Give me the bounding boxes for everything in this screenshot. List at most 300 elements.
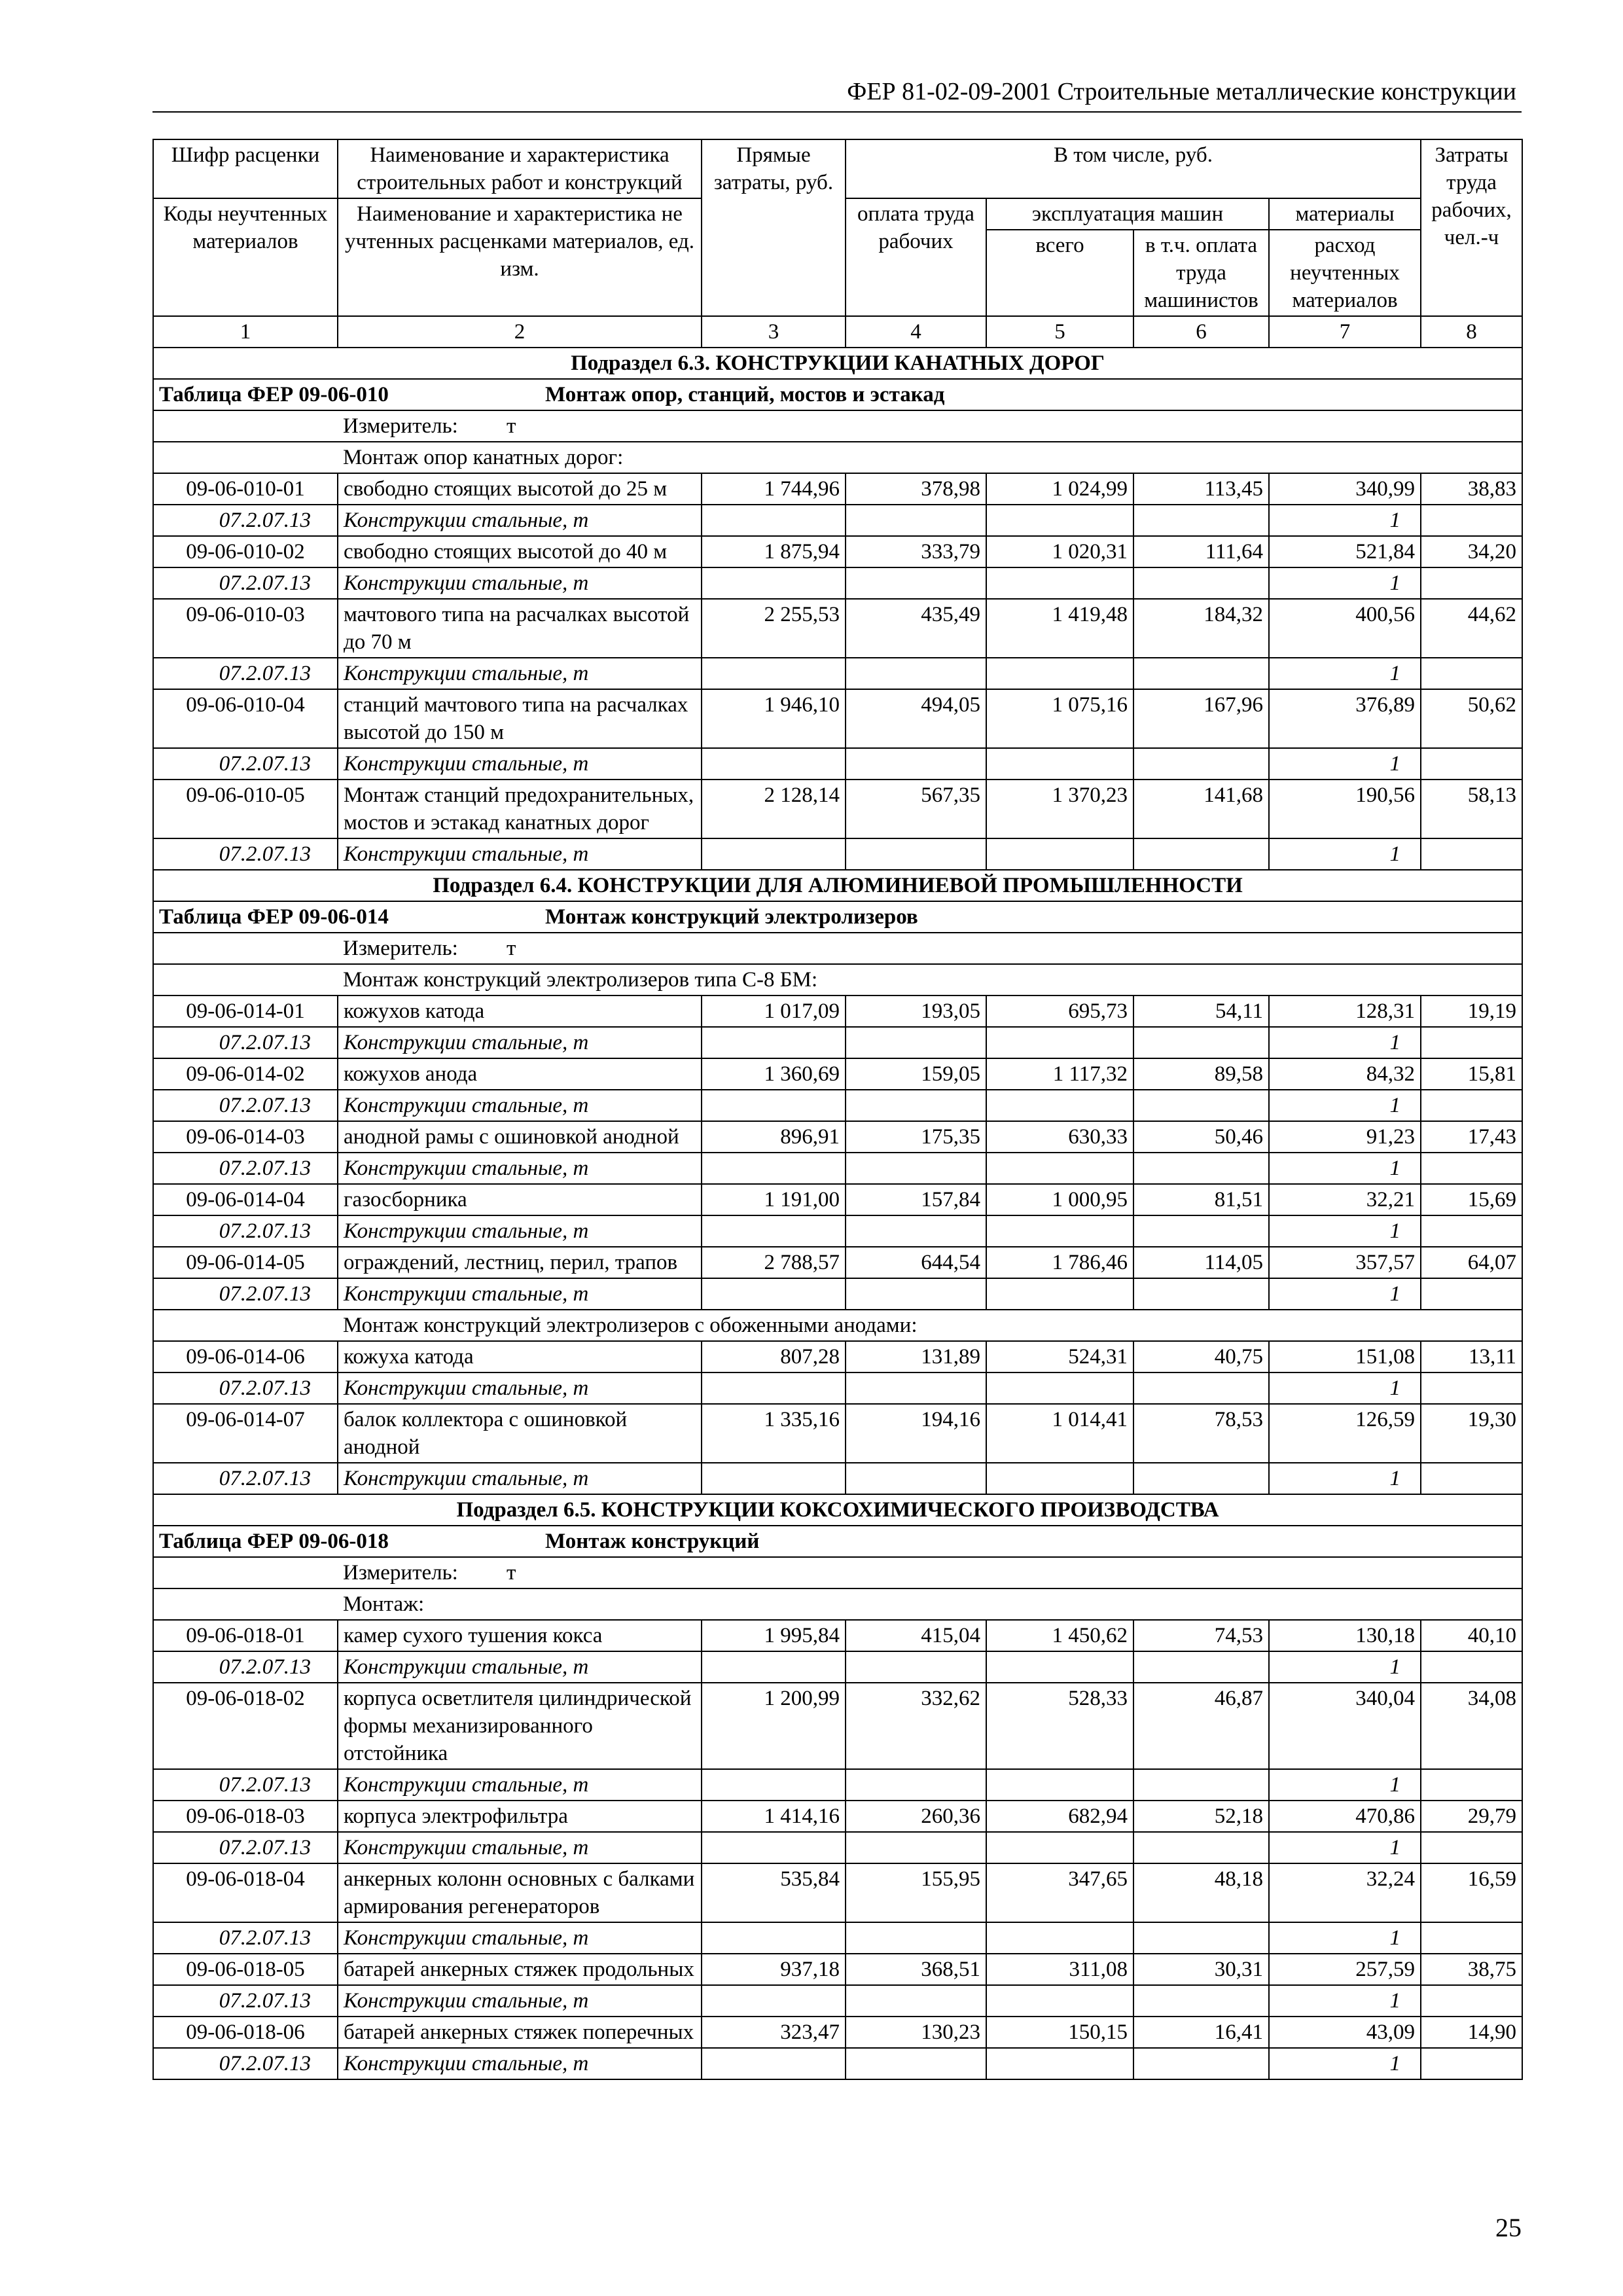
header-direct-costs: Прямые затраты, руб. bbox=[702, 139, 846, 316]
group-spacer bbox=[153, 442, 338, 473]
materials-cost: 43,09 bbox=[1269, 2017, 1421, 2048]
empty-cell bbox=[702, 2048, 846, 2079]
material-code: 07.2.07.13 bbox=[153, 505, 338, 536]
rate-code: 09-06-014-02 bbox=[153, 1058, 338, 1090]
empty-cell bbox=[702, 1985, 846, 2017]
rate-name: кожухов катода bbox=[338, 996, 702, 1027]
materials-cost: 126,59 bbox=[1269, 1404, 1421, 1463]
direct-costs: 1 191,00 bbox=[702, 1184, 846, 1215]
materials-cost: 257,59 bbox=[1269, 1954, 1421, 1985]
material-name: Конструкции стальные, т bbox=[338, 1463, 702, 1494]
empty-cell bbox=[1421, 1769, 1522, 1801]
column-numbers-row bbox=[153, 316, 1522, 348]
material-name: Конструкции стальные, т bbox=[338, 838, 702, 870]
materials-cost: 130,18 bbox=[1269, 1620, 1421, 1651]
header-labor-costs: Затраты труда рабочих, чел.-ч bbox=[1421, 139, 1522, 316]
empty-cell bbox=[1133, 1153, 1269, 1184]
empty-cell bbox=[1133, 1922, 1269, 1954]
empty-cell bbox=[1421, 1922, 1522, 1954]
rate-code: 09-06-010-05 bbox=[153, 780, 338, 838]
rate-name: батарей анкерных стяжек поперечных bbox=[338, 2017, 702, 2048]
empty-cell bbox=[1133, 1651, 1269, 1683]
header-labor-pay: оплата труда рабочих bbox=[846, 198, 986, 316]
material-quantity: 1 bbox=[1269, 1090, 1421, 1121]
meter-unit: т bbox=[507, 937, 516, 960]
header-material-names: Наименование и характеристика не учтенных расценками материалов, ед. изм. bbox=[338, 198, 702, 316]
direct-costs: 535,84 bbox=[702, 1863, 846, 1922]
labor-pay: 494,05 bbox=[846, 689, 986, 748]
direct-costs: 2 255,53 bbox=[702, 599, 846, 658]
rate-name: станций мачтового типа на расчалках высотой до 150 м bbox=[338, 689, 702, 748]
labor-pay: 333,79 bbox=[846, 536, 986, 567]
empty-cell bbox=[986, 1215, 1133, 1247]
rate-code: 09-06-014-01 bbox=[153, 996, 338, 1027]
machinist-pay: 111,64 bbox=[1133, 536, 1269, 567]
machines-total: 1 370,23 bbox=[986, 780, 1133, 838]
labor-hours: 34,08 bbox=[1421, 1683, 1522, 1769]
empty-cell bbox=[846, 1651, 986, 1683]
rate-row bbox=[153, 2017, 1522, 2048]
rate-name: корпуса осветлителя цилиндрической формы механизированного отстойника bbox=[338, 1683, 702, 1769]
empty-cell bbox=[1133, 1463, 1269, 1494]
empty-cell bbox=[702, 838, 846, 870]
empty-cell bbox=[1133, 505, 1269, 536]
rate-code: 09-06-018-05 bbox=[153, 1954, 338, 1985]
material-row bbox=[153, 1278, 1522, 1310]
material-row bbox=[153, 1215, 1522, 1247]
material-name: Конструкции стальные, т bbox=[338, 2048, 702, 2079]
material-row bbox=[153, 2048, 1522, 2079]
meter-label: Измеритель: bbox=[343, 414, 458, 438]
empty-cell bbox=[846, 1922, 986, 1954]
table-code: Таблица ФЕР 09-06-010 bbox=[159, 383, 389, 406]
material-quantity: 1 bbox=[1269, 1651, 1421, 1683]
empty-cell bbox=[1133, 1215, 1269, 1247]
direct-costs: 1 744,96 bbox=[702, 473, 846, 505]
rate-row bbox=[153, 689, 1522, 748]
table-title bbox=[153, 901, 1522, 933]
empty-cell bbox=[702, 1090, 846, 1121]
empty-cell bbox=[1421, 567, 1522, 599]
empty-cell bbox=[986, 1153, 1133, 1184]
material-row bbox=[153, 1090, 1522, 1121]
empty-cell bbox=[1133, 1832, 1269, 1863]
machines-total: 150,15 bbox=[986, 2017, 1133, 2048]
machinist-pay: 40,75 bbox=[1133, 1341, 1269, 1372]
meter-label: Измеритель: bbox=[343, 1561, 458, 1585]
rate-name: корпуса электрофильтра bbox=[338, 1801, 702, 1832]
rate-row bbox=[153, 1863, 1522, 1922]
empty-cell bbox=[846, 505, 986, 536]
meter-spacer bbox=[153, 933, 338, 964]
machinist-pay: 46,87 bbox=[1133, 1683, 1269, 1769]
materials-cost: 400,56 bbox=[1269, 599, 1421, 658]
empty-cell bbox=[1421, 1090, 1522, 1121]
machines-total: 1 024,99 bbox=[986, 473, 1133, 505]
header-machinist-pay: в т.ч. оплата труда машинистов bbox=[1133, 230, 1269, 316]
header-including: В том числе, руб. bbox=[846, 139, 1421, 198]
direct-costs: 323,47 bbox=[702, 2017, 846, 2048]
labor-pay: 378,98 bbox=[846, 473, 986, 505]
meter-spacer bbox=[153, 410, 338, 442]
machines-total: 528,33 bbox=[986, 1683, 1133, 1769]
header-material-codes: Коды неучтенных материалов bbox=[153, 198, 338, 316]
header-machines-total: всего bbox=[986, 230, 1133, 316]
labor-hours: 40,10 bbox=[1421, 1620, 1522, 1651]
labor-hours: 14,90 bbox=[1421, 2017, 1522, 2048]
rate-row bbox=[153, 996, 1522, 1027]
material-name: Конструкции стальные, т bbox=[338, 1027, 702, 1058]
header-materials: материалы bbox=[1269, 198, 1421, 230]
material-name: Конструкции стальные, т bbox=[338, 1372, 702, 1404]
material-row bbox=[153, 1985, 1522, 2017]
materials-cost: 340,04 bbox=[1269, 1683, 1421, 1769]
materials-cost: 470,86 bbox=[1269, 1801, 1421, 1832]
empty-cell bbox=[846, 2048, 986, 2079]
material-row bbox=[153, 1832, 1522, 1863]
empty-cell bbox=[702, 505, 846, 536]
empty-cell bbox=[846, 567, 986, 599]
machines-total: 1 014,41 bbox=[986, 1404, 1133, 1463]
meter-label: Измеритель: bbox=[343, 937, 458, 960]
material-row bbox=[153, 1651, 1522, 1683]
labor-hours: 19,19 bbox=[1421, 996, 1522, 1027]
group-title: Монтаж опор канатных дорог: bbox=[338, 442, 1522, 473]
rate-code: 09-06-018-04 bbox=[153, 1863, 338, 1922]
material-code: 07.2.07.13 bbox=[153, 1153, 338, 1184]
empty-cell bbox=[1421, 1651, 1522, 1683]
table-name: Монтаж конструкций электролизеров bbox=[545, 905, 918, 929]
rate-name: газосборника bbox=[338, 1184, 702, 1215]
material-name: Конструкции стальные, т bbox=[338, 1651, 702, 1683]
empty-cell bbox=[846, 1985, 986, 2017]
group-title-row bbox=[153, 964, 1522, 996]
rate-row bbox=[153, 1620, 1522, 1651]
material-quantity: 1 bbox=[1269, 505, 1421, 536]
machinist-pay: 48,18 bbox=[1133, 1863, 1269, 1922]
material-name: Конструкции стальные, т bbox=[338, 1985, 702, 2017]
machinist-pay: 16,41 bbox=[1133, 2017, 1269, 2048]
material-quantity: 1 bbox=[1269, 1278, 1421, 1310]
materials-cost: 32,24 bbox=[1269, 1863, 1421, 1922]
empty-cell bbox=[846, 1463, 986, 1494]
labor-hours: 64,07 bbox=[1421, 1247, 1522, 1278]
material-name: Конструкции стальные, т bbox=[338, 1922, 702, 1954]
direct-costs: 1 017,09 bbox=[702, 996, 846, 1027]
machinist-pay: 167,96 bbox=[1133, 689, 1269, 748]
empty-cell bbox=[1133, 748, 1269, 780]
direct-costs: 1 414,16 bbox=[702, 1801, 846, 1832]
group-title-row bbox=[153, 442, 1522, 473]
empty-cell bbox=[1421, 838, 1522, 870]
material-name: Конструкции стальные, т bbox=[338, 1215, 702, 1247]
material-code: 07.2.07.13 bbox=[153, 1463, 338, 1494]
labor-pay: 644,54 bbox=[846, 1247, 986, 1278]
empty-cell bbox=[702, 1769, 846, 1801]
rate-code: 09-06-010-01 bbox=[153, 473, 338, 505]
empty-cell bbox=[1421, 1372, 1522, 1404]
machines-total: 1 786,46 bbox=[986, 1247, 1133, 1278]
material-quantity: 1 bbox=[1269, 2048, 1421, 2079]
material-name: Конструкции стальные, т bbox=[338, 1278, 702, 1310]
material-name: Конструкции стальные, т bbox=[338, 748, 702, 780]
empty-cell bbox=[1421, 1153, 1522, 1184]
table-title-row bbox=[153, 901, 1522, 933]
empty-cell bbox=[1133, 2048, 1269, 2079]
material-name: Конструкции стальные, т bbox=[338, 1832, 702, 1863]
rate-row bbox=[153, 536, 1522, 567]
empty-cell bbox=[846, 1153, 986, 1184]
empty-cell bbox=[1421, 505, 1522, 536]
meter-unit: т bbox=[507, 1561, 516, 1585]
rate-row bbox=[153, 1954, 1522, 1985]
empty-cell bbox=[702, 658, 846, 689]
empty-cell bbox=[986, 1278, 1133, 1310]
rate-code: 09-06-018-02 bbox=[153, 1683, 338, 1769]
subsection-row bbox=[153, 348, 1522, 379]
rate-row bbox=[153, 1801, 1522, 1832]
empty-cell bbox=[846, 748, 986, 780]
rate-row bbox=[153, 1404, 1522, 1463]
material-code: 07.2.07.13 bbox=[153, 1027, 338, 1058]
material-quantity: 1 bbox=[1269, 1463, 1421, 1494]
empty-cell bbox=[702, 748, 846, 780]
rate-name: ограждений, лестниц, перил, трапов bbox=[338, 1247, 702, 1278]
empty-cell bbox=[702, 1027, 846, 1058]
empty-cell bbox=[1133, 567, 1269, 599]
column-number: 8 bbox=[1421, 316, 1522, 348]
materials-cost: 521,84 bbox=[1269, 536, 1421, 567]
empty-cell bbox=[1421, 1985, 1522, 2017]
materials-cost: 151,08 bbox=[1269, 1341, 1421, 1372]
rate-name: батарей анкерных стяжек продольных bbox=[338, 1954, 702, 1985]
subsection-row bbox=[153, 1494, 1522, 1526]
group-title: Монтаж конструкций электролизеров с обоженными анодами: bbox=[338, 1310, 1522, 1341]
empty-cell bbox=[846, 1769, 986, 1801]
direct-costs: 896,91 bbox=[702, 1121, 846, 1153]
empty-cell bbox=[986, 1463, 1133, 1494]
column-number: 7 bbox=[1269, 316, 1421, 348]
labor-hours: 44,62 bbox=[1421, 599, 1522, 658]
material-code: 07.2.07.13 bbox=[153, 1922, 338, 1954]
empty-cell bbox=[702, 1215, 846, 1247]
machinist-pay: 141,68 bbox=[1133, 780, 1269, 838]
material-row bbox=[153, 505, 1522, 536]
empty-cell bbox=[846, 1027, 986, 1058]
material-row bbox=[153, 838, 1522, 870]
empty-cell bbox=[702, 1153, 846, 1184]
header-materials-unaccounted: расход неучтенных материалов bbox=[1269, 230, 1421, 316]
machines-total: 311,08 bbox=[986, 1954, 1133, 1985]
empty-cell bbox=[986, 1832, 1133, 1863]
subsection-title: Подраздел 6.3. КОНСТРУКЦИИ КАНАТНЫХ ДОРОГ bbox=[153, 348, 1522, 379]
labor-pay: 175,35 bbox=[846, 1121, 986, 1153]
rate-code: 09-06-014-06 bbox=[153, 1341, 338, 1372]
material-row bbox=[153, 567, 1522, 599]
empty-cell bbox=[986, 505, 1133, 536]
labor-hours: 19,30 bbox=[1421, 1404, 1522, 1463]
empty-cell bbox=[986, 2048, 1133, 2079]
empty-cell bbox=[986, 1651, 1133, 1683]
meter-row bbox=[153, 410, 1522, 442]
table-title bbox=[153, 1526, 1522, 1557]
empty-cell bbox=[986, 1372, 1133, 1404]
rate-name: балок коллектора с ошиновкой анодной bbox=[338, 1404, 702, 1463]
group-spacer bbox=[153, 1310, 338, 1341]
materials-cost: 32,21 bbox=[1269, 1184, 1421, 1215]
labor-pay: 368,51 bbox=[846, 1954, 986, 1985]
rate-code: 09-06-010-04 bbox=[153, 689, 338, 748]
empty-cell bbox=[1133, 1027, 1269, 1058]
empty-cell bbox=[846, 1278, 986, 1310]
direct-costs: 1 946,10 bbox=[702, 689, 846, 748]
material-code: 07.2.07.13 bbox=[153, 1215, 338, 1247]
header-code: Шифр расценки bbox=[153, 139, 338, 198]
material-code: 07.2.07.13 bbox=[153, 1985, 338, 2017]
material-code: 07.2.07.13 bbox=[153, 2048, 338, 2079]
machines-total: 1 419,48 bbox=[986, 599, 1133, 658]
machinist-pay: 89,58 bbox=[1133, 1058, 1269, 1090]
column-number: 6 bbox=[1133, 316, 1269, 348]
rate-row bbox=[153, 780, 1522, 838]
machines-total: 1 117,32 bbox=[986, 1058, 1133, 1090]
labor-hours: 15,69 bbox=[1421, 1184, 1522, 1215]
empty-cell bbox=[986, 567, 1133, 599]
subsection-title: Подраздел 6.5. КОНСТРУКЦИИ КОКСОХИМИЧЕСКОГО ПРОИЗВОДСТВА bbox=[153, 1494, 1522, 1526]
meter-row bbox=[153, 933, 1522, 964]
materials-cost: 376,89 bbox=[1269, 689, 1421, 748]
rate-code: 09-06-018-01 bbox=[153, 1620, 338, 1651]
group-title-row bbox=[153, 1310, 1522, 1341]
table-code: Таблица ФЕР 09-06-014 bbox=[159, 905, 389, 929]
machines-total: 630,33 bbox=[986, 1121, 1133, 1153]
group-spacer bbox=[153, 1588, 338, 1620]
direct-costs: 1 200,99 bbox=[702, 1683, 846, 1769]
labor-pay: 260,36 bbox=[846, 1801, 986, 1832]
empty-cell bbox=[846, 1090, 986, 1121]
rate-row bbox=[153, 473, 1522, 505]
document-title: ФЕР 81-02-09-2001 Строительные металлические конструкции bbox=[847, 78, 1516, 105]
empty-cell bbox=[702, 1372, 846, 1404]
rate-name: кожуха катода bbox=[338, 1341, 702, 1372]
empty-cell bbox=[846, 1372, 986, 1404]
rate-row bbox=[153, 1247, 1522, 1278]
empty-cell bbox=[1421, 1215, 1522, 1247]
material-name: Конструкции стальные, т bbox=[338, 505, 702, 536]
direct-costs: 1 360,69 bbox=[702, 1058, 846, 1090]
rate-row bbox=[153, 599, 1522, 658]
machines-total: 524,31 bbox=[986, 1341, 1133, 1372]
empty-cell bbox=[1133, 1278, 1269, 1310]
rate-name: анкерных колонн основных с балками армирования регенераторов bbox=[338, 1863, 702, 1922]
material-quantity: 1 bbox=[1269, 567, 1421, 599]
material-name: Конструкции стальные, т bbox=[338, 1769, 702, 1801]
labor-hours: 38,75 bbox=[1421, 1954, 1522, 1985]
materials-cost: 91,23 bbox=[1269, 1121, 1421, 1153]
materials-cost: 128,31 bbox=[1269, 996, 1421, 1027]
machines-total: 695,73 bbox=[986, 996, 1133, 1027]
empty-cell bbox=[702, 1832, 846, 1863]
header-row-1 bbox=[153, 139, 1522, 198]
material-row bbox=[153, 1153, 1522, 1184]
material-row bbox=[153, 1922, 1522, 1954]
empty-cell bbox=[846, 838, 986, 870]
material-code: 07.2.07.13 bbox=[153, 748, 338, 780]
meter-row bbox=[153, 1557, 1522, 1588]
rate-name: кожухов анода bbox=[338, 1058, 702, 1090]
table-name: Монтаж конструкций bbox=[545, 1530, 760, 1553]
empty-cell bbox=[702, 1651, 846, 1683]
material-quantity: 1 bbox=[1269, 1922, 1421, 1954]
material-row bbox=[153, 1769, 1522, 1801]
material-row bbox=[153, 748, 1522, 780]
empty-cell bbox=[702, 1463, 846, 1494]
material-quantity: 1 bbox=[1269, 838, 1421, 870]
rate-code: 09-06-014-07 bbox=[153, 1404, 338, 1463]
labor-pay: 435,49 bbox=[846, 599, 986, 658]
rate-code: 09-06-018-06 bbox=[153, 2017, 338, 2048]
empty-cell bbox=[1421, 658, 1522, 689]
material-row bbox=[153, 1463, 1522, 1494]
machinist-pay: 114,05 bbox=[1133, 1247, 1269, 1278]
direct-costs: 1 995,84 bbox=[702, 1620, 846, 1651]
labor-pay: 157,84 bbox=[846, 1184, 986, 1215]
machinist-pay: 50,46 bbox=[1133, 1121, 1269, 1153]
material-quantity: 1 bbox=[1269, 1372, 1421, 1404]
subsection-row bbox=[153, 870, 1522, 901]
direct-costs: 937,18 bbox=[702, 1954, 846, 1985]
labor-pay: 131,89 bbox=[846, 1341, 986, 1372]
labor-hours: 15,81 bbox=[1421, 1058, 1522, 1090]
meter-unit: т bbox=[507, 414, 516, 438]
machines-total: 1 000,95 bbox=[986, 1184, 1133, 1215]
header-name: Наименование и характеристика строительных работ и конструкций bbox=[338, 139, 702, 198]
machinist-pay: 78,53 bbox=[1133, 1404, 1269, 1463]
table-title-row bbox=[153, 1526, 1522, 1557]
empty-cell bbox=[986, 1090, 1133, 1121]
material-row bbox=[153, 1027, 1522, 1058]
material-code: 07.2.07.13 bbox=[153, 1832, 338, 1863]
column-number: 4 bbox=[846, 316, 986, 348]
machinist-pay: 52,18 bbox=[1133, 1801, 1269, 1832]
machines-total: 1 020,31 bbox=[986, 536, 1133, 567]
column-number: 3 bbox=[702, 316, 846, 348]
empty-cell bbox=[1133, 1985, 1269, 2017]
labor-pay: 567,35 bbox=[846, 780, 986, 838]
table-title-row bbox=[153, 379, 1522, 410]
rate-row bbox=[153, 1341, 1522, 1372]
column-number: 2 bbox=[338, 316, 702, 348]
machines-total: 1 450,62 bbox=[986, 1620, 1133, 1651]
material-code: 07.2.07.13 bbox=[153, 838, 338, 870]
rate-code: 09-06-010-03 bbox=[153, 599, 338, 658]
material-code: 07.2.07.13 bbox=[153, 658, 338, 689]
empty-cell bbox=[1133, 838, 1269, 870]
group-title-row bbox=[153, 1588, 1522, 1620]
table-code: Таблица ФЕР 09-06-018 bbox=[159, 1530, 389, 1553]
page-number: 25 bbox=[1495, 2213, 1522, 2242]
empty-cell bbox=[986, 748, 1133, 780]
material-code: 07.2.07.13 bbox=[153, 1090, 338, 1121]
empty-cell bbox=[1133, 658, 1269, 689]
table-name: Монтаж опор, станций, мостов и эстакад bbox=[545, 383, 945, 406]
group-title: Монтаж конструкций электролизеров типа С-8 БМ: bbox=[338, 964, 1522, 996]
rate-name: анодной рамы с ошиновкой анодной bbox=[338, 1121, 702, 1153]
table-title bbox=[153, 379, 1522, 410]
machinist-pay: 54,11 bbox=[1133, 996, 1269, 1027]
group-spacer bbox=[153, 964, 338, 996]
rate-row bbox=[153, 1121, 1522, 1153]
